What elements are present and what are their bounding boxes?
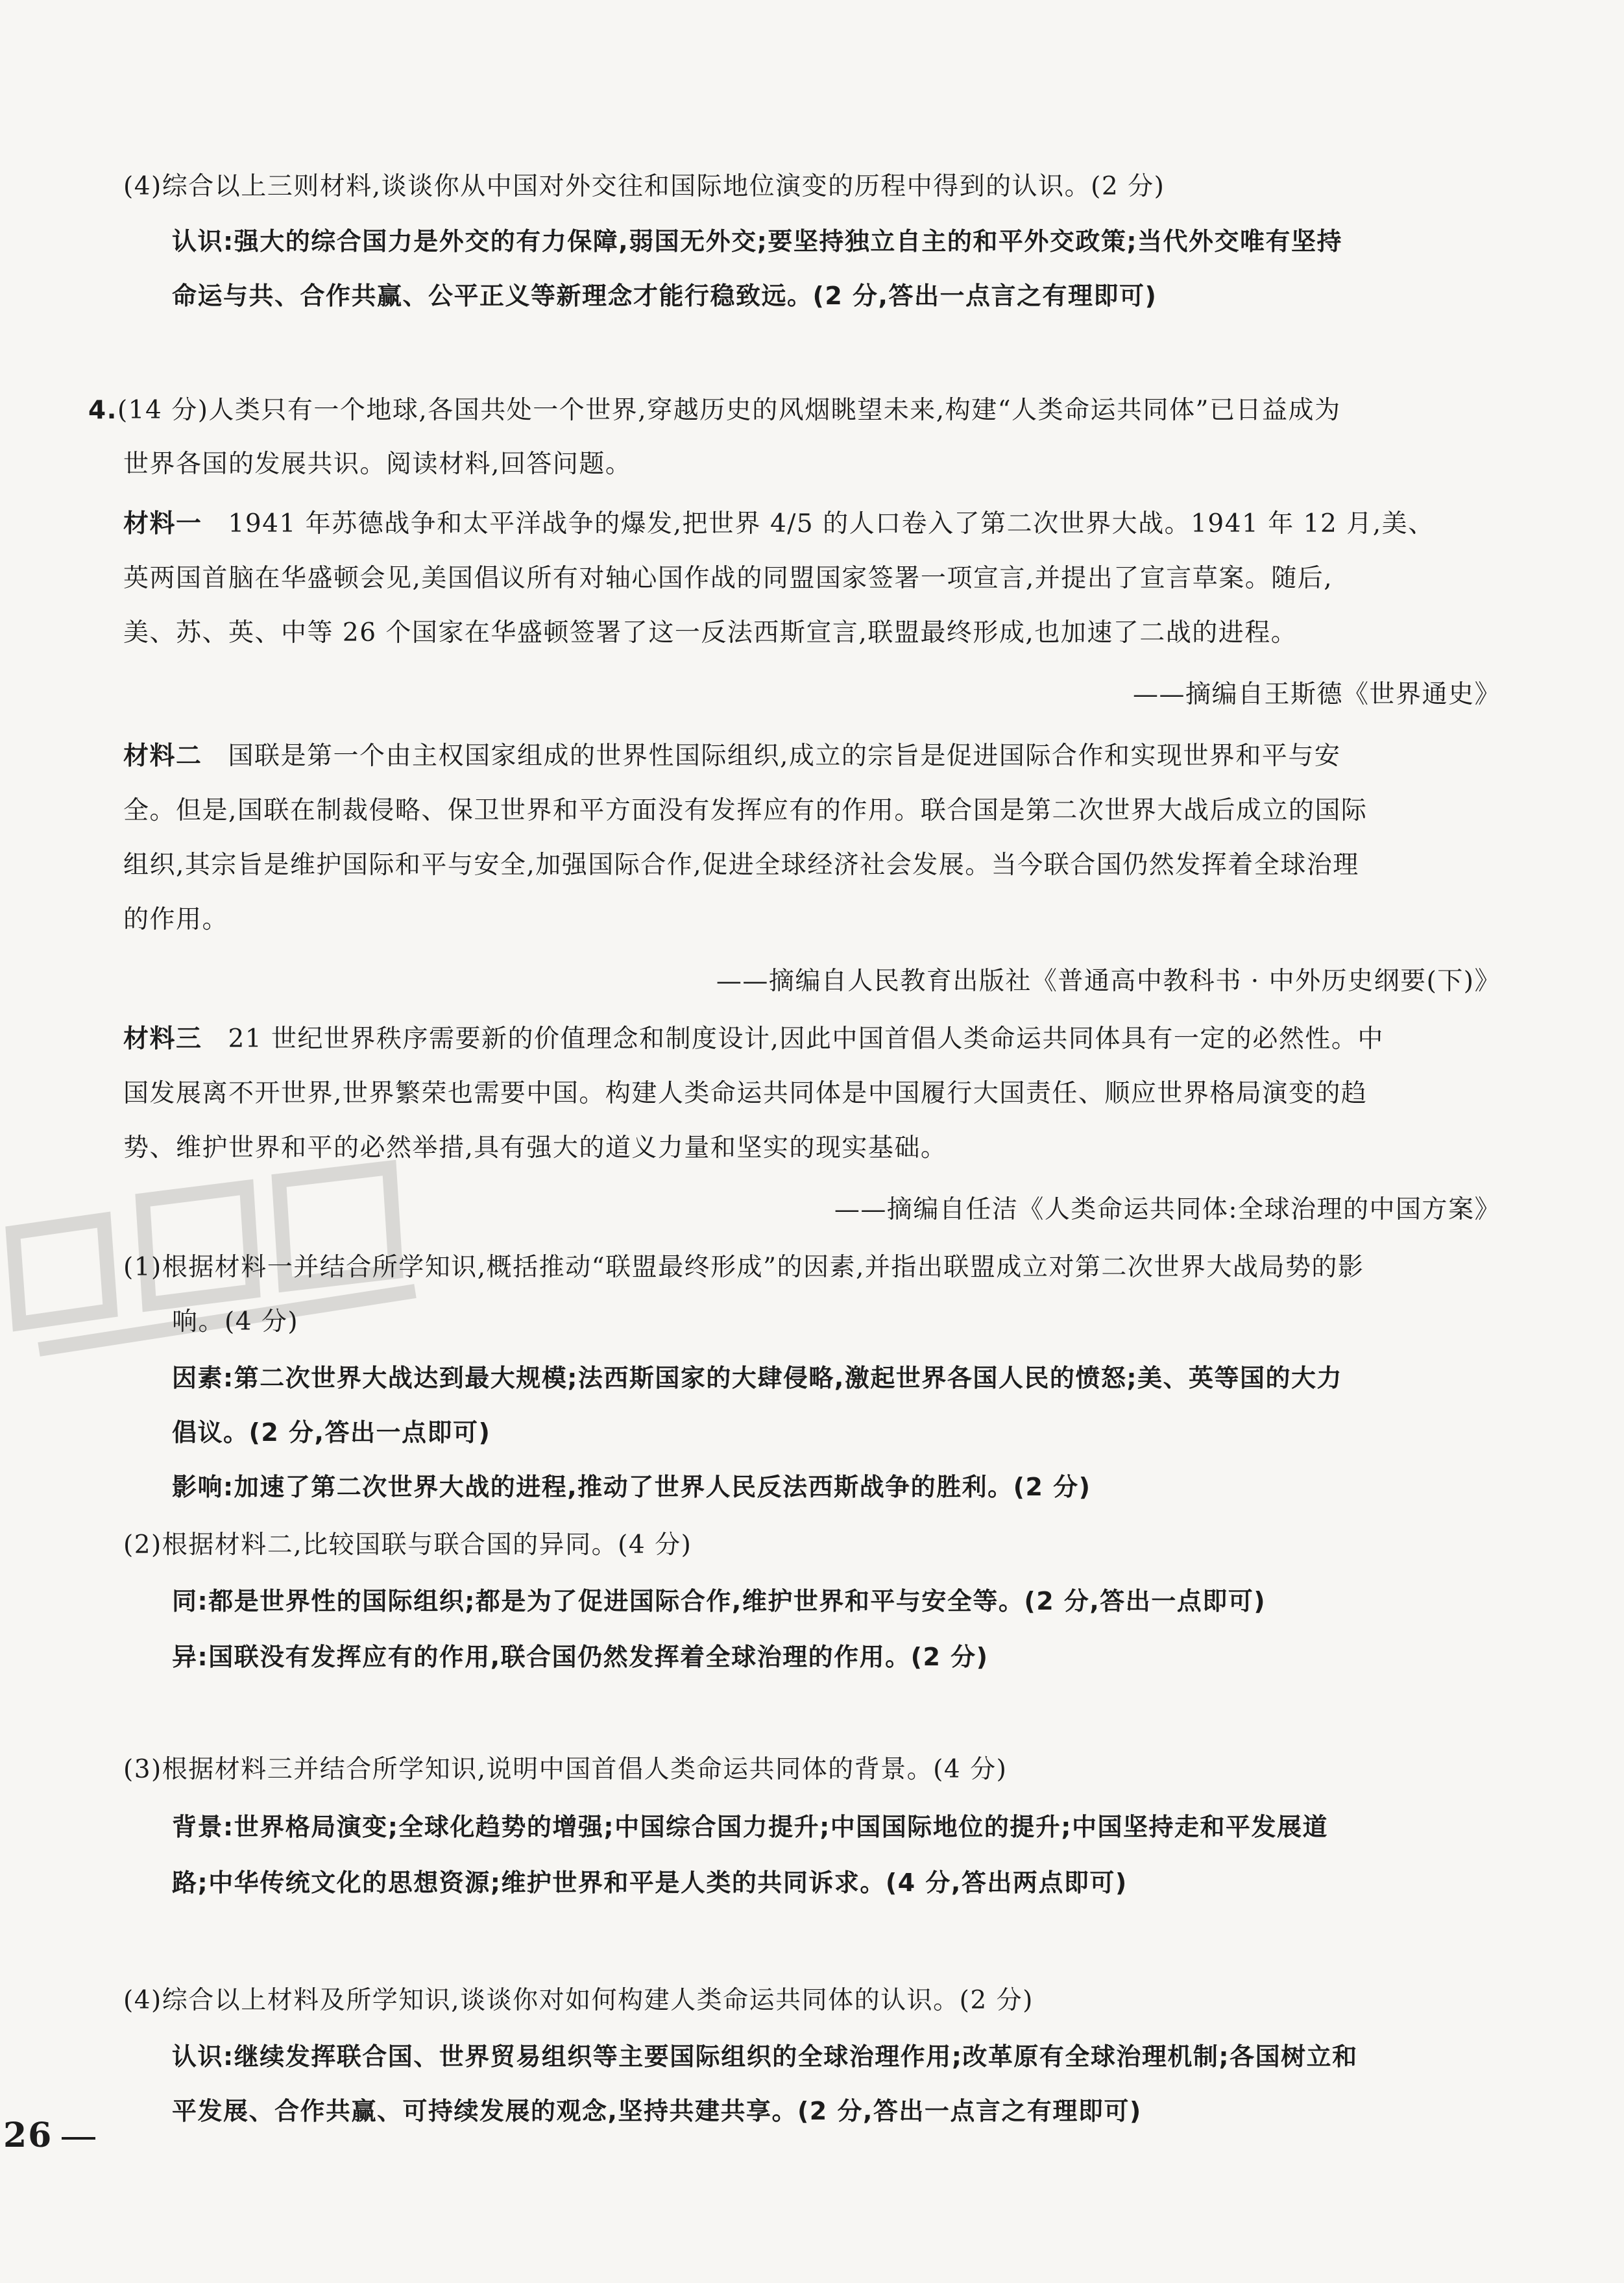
part1-answer-line1: 因素:第二次世界大战达到最大规模;法西斯国家的大肆侵略,激起世界各国人民的愤怒;美、英等国的大力 (172, 1364, 1343, 1392)
material1-line1 (123, 506, 1435, 542)
part4-answer-line1: 认识:继续发挥联合国、世界贸易组织等主要国际组织的全球治理作用;改革原有全球治理机制;各国树立和 (172, 2042, 1358, 2071)
material2-line1 (123, 738, 1340, 775)
material1-source: ——摘编自王斯德《世界通史》 (1132, 680, 1501, 709)
material1-label: 材料一 (123, 509, 202, 538)
part3-question: (3)根据材料三并结合所学知识,说明中国首倡人类命运共同体的背景。(4 分) (123, 1755, 1008, 1784)
material2-label: 材料二 (123, 742, 202, 771)
part3-answer-line2: 路;中华传统文化的思想资源;维护世界和平是人类的共同诉求。(4 分,答出两点即可) (172, 1868, 1128, 1897)
part2-answer-line2: 异:国联没有发挥应有的作用,联合国仍然发挥着全球治理的作用。(2 分) (172, 1643, 989, 1671)
part1-answer-line2: 倡议。(2 分,答出一点即可) (172, 1418, 491, 1447)
q4-intro-text: (14 分)人类只有一个地球,各国共处一个世界,穿越历史的风烟眺望未来,构建“人类命运共同体”已日益成为 (117, 396, 1341, 425)
material3-line3: 势、维护世界和平的必然举措,具有强大的道义力量和坚实的现实基础。 (123, 1133, 947, 1163)
q4-intro-line1 (88, 393, 1340, 429)
material2-line3: 组织,其宗旨是维护国际和平与安全,加强国际合作,促进全球经济社会发展。当今联合国仍然发挥着全球治理 (123, 851, 1359, 880)
q4-number: 4. (88, 396, 117, 425)
part2-question: (2)根据材料二,比较国联与联合国的异同。(4 分) (123, 1530, 692, 1560)
q3-part4-answer-line1: 认识:强大的综合国力是外交的有力保障,弱国无外交;要坚持独立自主的和平外交政策;当代外交唯有坚持 (172, 227, 1343, 256)
page-number (3, 2116, 95, 2155)
material3-line2: 国发展离不开世界,世界繁荣也需要中国。构建人类命运共同体是中国履行大国责任、顺应世界格局演变的趋 (123, 1079, 1368, 1108)
part3-answer-line1: 背景:世界格局演变;全球化趋势的增强;中国综合国力提升;中国国际地位的提升;中国坚持走和平发展道 (172, 1813, 1328, 1841)
material3-source: ——摘编自任洁《人类命运共同体:全球治理的中国方案》 (834, 1195, 1501, 1224)
part1-question-line1: (1)根据材料一并结合所学知识,概括推动“联盟最终形成”的因素,并指出联盟成立对第二次世界大战局势的影 (123, 1253, 1364, 1282)
material2-line4: 的作用。 (123, 905, 229, 934)
q3-part4-answer-line2: 命运与共、合作共赢、公平正义等新理念才能行稳致远。(2 分,答出一点言之有理即可) (172, 282, 1157, 310)
material1-line3: 美、苏、英、中等 26 个国家在华盛顿签署了这一反法西斯宣言,联盟最终形成,也加速了二战的进程。 (123, 618, 1298, 647)
q4-intro-line2: 世界各国的发展共识。阅读材料,回答问题。 (123, 450, 632, 479)
part4-answer-line2: 平发展、合作共赢、可持续发展的观念,坚持共建共享。(2 分,答出一点言之有理即可) (172, 2097, 1142, 2125)
material3-text1: 21 世纪世界秩序需要新的价值理念和制度设计,因此中国首倡人类命运共同体具有一定的必然性。中 (228, 1024, 1384, 1054)
q3-part4-question: (4)综合以上三则材料,谈谈你从中国对外交往和国际地位演变的历程中得到的认识。(2 分) (123, 172, 1165, 201)
part1-question-line2: 响。(4 分) (172, 1307, 299, 1336)
part2-answer-line1: 同:都是世界性的国际组织;都是为了促进国际合作,维护世界和平与安全等。(2 分,答出一点即可) (172, 1587, 1266, 1615)
material2-line2: 全。但是,国联在制裁侵略、保卫世界和平方面没有发挥应有的作用。联合国是第二次世界大战后成立的国际 (123, 796, 1368, 825)
material2-text1: 国联是第一个由主权国家组成的世界性国际组织,成立的宗旨是促进国际合作和实现世界和平与安 (228, 742, 1341, 771)
page-number-value: 26 (3, 2116, 53, 2155)
material3-line1 (123, 1021, 1384, 1057)
part4-question: (4)综合以上材料及所学知识,谈谈你对如何构建人类命运共同体的认识。(2 分) (123, 1986, 1034, 2015)
material2-source: ——摘编自人民教育出版社《普通高中教科书 · 中外历史纲要(下)》 (716, 967, 1501, 996)
page-number-dash (62, 2137, 95, 2140)
part1-answer-line3: 影响:加速了第二次世界大战的进程,推动了世界人民反法西斯战争的胜利。(2 分) (172, 1473, 1091, 1501)
material1-line2: 英两国首脑在华盛顿会见,美国倡议所有对轴心国作战的同盟国家签署一项宣言,并提出了宣言草案。随后, (123, 564, 1333, 593)
material1-text1: 1941 年苏德战争和太平洋战争的爆发,把世界 4/5 的人口卷入了第二次世界大战。1941 年 12 月,美、 (228, 509, 1435, 538)
material3-label: 材料三 (123, 1024, 202, 1054)
